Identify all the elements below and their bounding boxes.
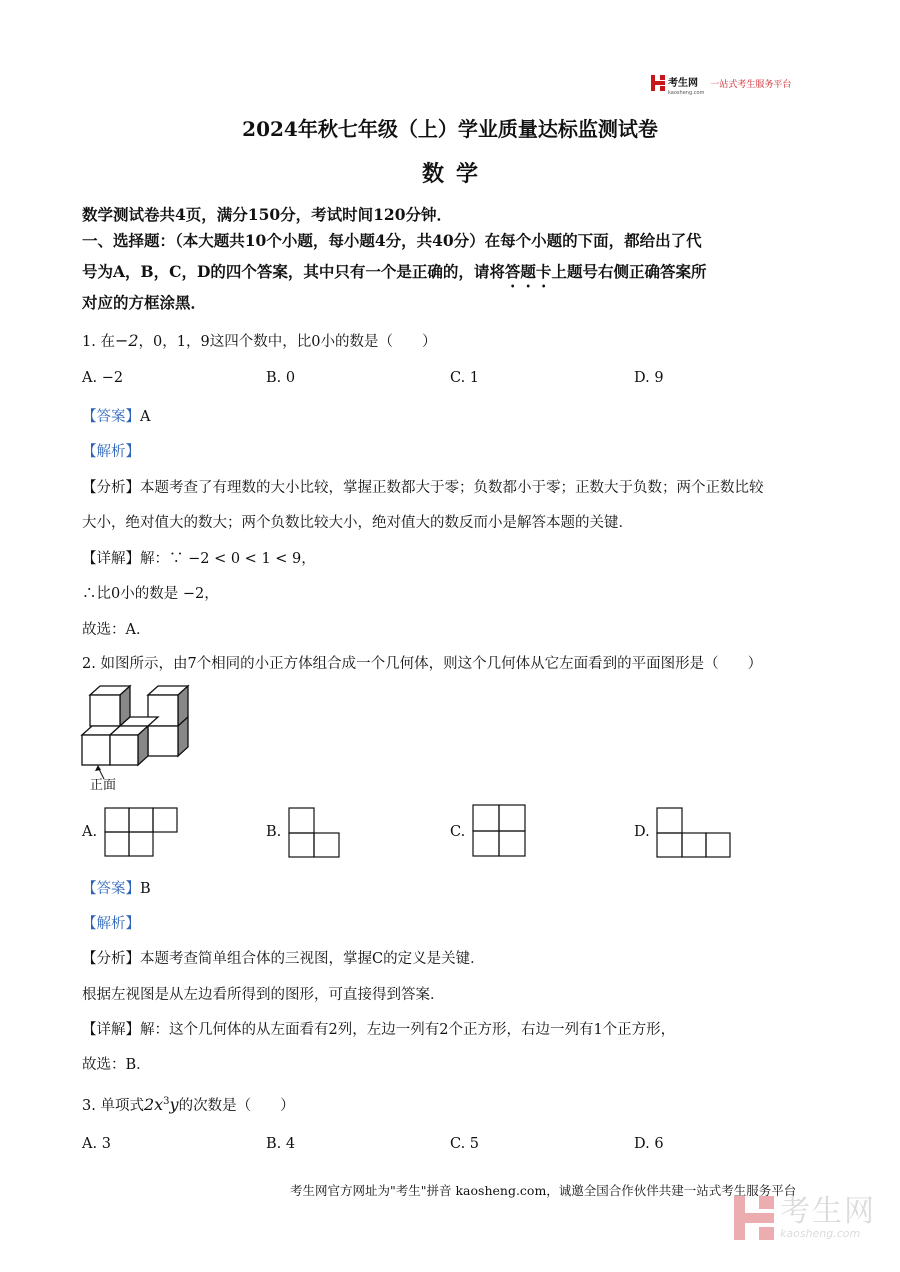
q2-option-d-figure (656, 807, 734, 859)
q2-option-a-figure (104, 807, 179, 857)
q3-option-b: B. 4 (266, 1136, 296, 1152)
q1-answer (82, 405, 150, 426)
q2-detail-tag: 【详解】 (82, 1022, 140, 1038)
watermark-logo-icon (734, 1196, 774, 1240)
q1-fenxi-text: 本题考查了有理数的大小比较，掌握正数都大于零；负数都小于零；正数大于负数；两个正数比较 (140, 480, 764, 496)
logo-slogan: 一站式考生服务平台 (710, 79, 792, 90)
q2-option-b-figure (288, 807, 343, 859)
q1-choose: 故选：A． (82, 622, 151, 638)
section1-line2 (82, 260, 706, 291)
q2-analysis-tag: 【解析】 (82, 916, 140, 932)
q1-stem (82, 330, 436, 351)
q2-detail-1 (82, 1018, 675, 1039)
q1-detail-tag: 【详解】 (82, 551, 140, 567)
watermark (734, 1196, 876, 1240)
q2-option-b-label: B. (266, 824, 282, 840)
q1-fenxi-tag: 【分析】 (82, 480, 140, 496)
q2-fenxi-2: 根据左视图是从左边看所得到的图形，可直接得到答案． (82, 987, 445, 1003)
q2-option-c-label: C. (450, 824, 466, 840)
q1-option-c: C. 1 (450, 370, 480, 386)
logo-name: 考生网 (668, 77, 698, 89)
q3-option-d: D. 6 (634, 1136, 664, 1152)
q1-stem-num: −2 (114, 331, 139, 350)
q2-front-label: 正面 (90, 778, 117, 793)
q3-stem (82, 1094, 295, 1115)
q1-detail-1 (82, 547, 316, 568)
q1-stem-a: 1. 在 (82, 334, 115, 350)
section1-emphasis: 答题卡 (504, 262, 552, 281)
q2-choose: 故选：B． (82, 1057, 151, 1073)
q2-answer-value: B (140, 881, 151, 897)
q2-option-a-label: A. (82, 824, 98, 840)
q2-answer-tag: 【答案】 (82, 881, 140, 897)
section1-line2-a: 号为A，B，C，D的四个答案，其中只有一个是正确的，请将 (82, 262, 505, 281)
q3-stem-a: 3. 单项式 (82, 1098, 144, 1114)
q3-stem-b: 的次数是（ ） (178, 1098, 295, 1114)
q1-fenxi-1 (82, 476, 764, 497)
q1-fenxi-2: 大小，绝对值大的数大；两个负数比较大小，绝对值大的数反而小是解答本题的关键． (82, 515, 633, 531)
section1-line1: 一、选择题：（本大题共10个小题，每小题4分，共40分）在每个小题的下面，都给出了代 (82, 231, 702, 250)
q2-option-c-figure (472, 804, 528, 858)
q3-option-c: C. 5 (450, 1136, 480, 1152)
q3-stem-y: y (169, 1095, 179, 1114)
q2-cube-figure (80, 683, 190, 788)
q3-stem-expr: 2x (143, 1095, 164, 1114)
logo-domain: kaosheng.com (668, 89, 705, 96)
section1-line2-b: 上题号右侧正确答案所 (551, 262, 707, 281)
header-logo (651, 72, 791, 94)
q1-detail-2: ∴比0小的数是 −2， (82, 586, 219, 602)
q3-option-a: A. 3 (82, 1136, 111, 1152)
q1-answer-value: A (140, 409, 151, 425)
q2-detail-text: 解：这个几何体的从左面看有2列，左边一列有2个正方形，右边一列有1个正方形， (140, 1022, 676, 1038)
subject-title: 数学 (421, 161, 490, 187)
watermark-name: 考生网 (780, 1194, 876, 1229)
logo-mark-icon (651, 75, 665, 91)
q1-stem-b: ，0，1，9这四个数中，比0小的数是（ ） (138, 334, 437, 350)
q2-option-d-label: D. (634, 824, 650, 840)
q2-answer (82, 877, 151, 898)
q2-fenxi-1 (82, 947, 485, 968)
q1-option-b: B. 0 (266, 370, 296, 386)
q1-option-d: D. 9 (634, 370, 664, 386)
q3-stem-sup: 3 (163, 1096, 170, 1108)
watermark-domain: kaosheng.com (780, 1227, 861, 1240)
q1-answer-tag: 【答案】 (82, 409, 140, 425)
q1-analysis-tag: 【解析】 (82, 444, 140, 460)
q2-fenxi-text: 本题考查简单组合体的三视图，掌握C的定义是关键． (140, 951, 485, 967)
exam-intro: 数学测试卷共4页，满分150分，考试时间120分钟． (82, 205, 452, 224)
page-footer: 考生网官方网址为"考生"拼音 kaosheng.com，诚邀全国合作伙伴共建一站式考生服务平台 (290, 1183, 797, 1198)
q2-fenxi-tag: 【分析】 (82, 951, 140, 967)
q2-stem: 2. 如图所示，由7个相同的小正方体组合成一个几何体，则这个几何体从它左面看到的平面图形是（ ） (82, 656, 763, 672)
page-title: 2024年秋七年级（上）学业质量达标监测试卷 (242, 117, 658, 141)
q1-detail-text: 解：∵ −2 < 0 < 1 < 9， (140, 551, 316, 567)
q1-option-a: A. −2 (82, 370, 124, 386)
section1-line3: 对应的方框涂黑． (82, 293, 207, 312)
